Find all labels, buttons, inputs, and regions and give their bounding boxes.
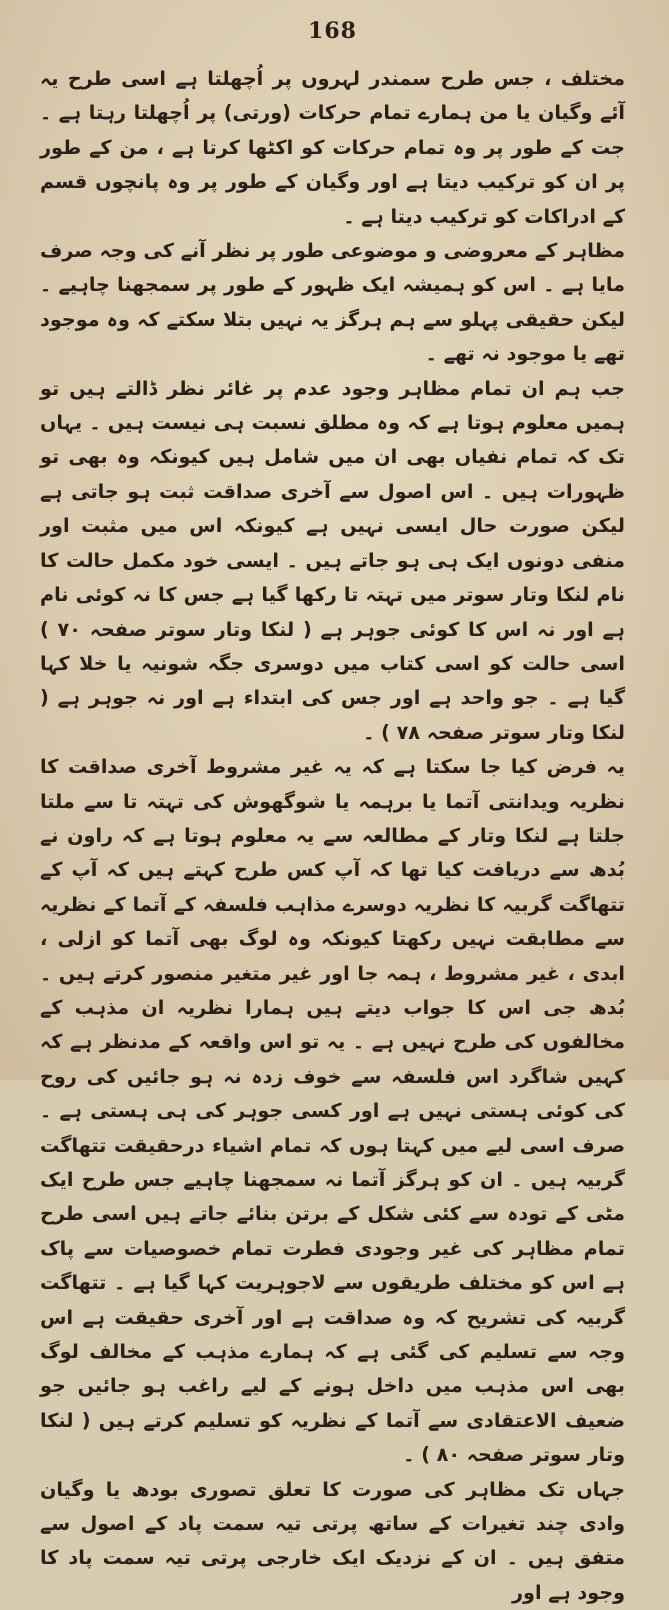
page-body (40, 62, 625, 1610)
paragraph-4: یہ فرض کیا جا سکتا ہے کہ یہ غیر مشروط آخری صداقت کا نظریہ ویدانتی آتما یا برہمہ یا شوگھوش کی تہتہ تا سے ملتا جلتا ہے لنکا وتار کے مطالعہ سے یہ معلوم ہوتا ہے کہ راون نے بُدھ سے دریافت کیا تھا کہ آپ کس طرح کہتے ہیں کہ آپ کے تتھاگت گربیہ کا نظریہ دوسرے مذاہب فلسفہ کے آتما کے نظریہ سے مطابقت نہیں رکھتا کیونکہ وہ لوگ بھی آتما کو ازلی ، ابدی ، غیر مشروط ، ہمہ جا اور غیر متغیر منصور کرتے ہیں ۔ بُدھ جی اس کا جواب دیتے ہیں ہمارا نظریہ ان مذہب کے مخالفوں کی طرح نہیں ہے ۔ یہ تو اس واقعہ کے مدنظر ہے کہ کہیں شاگرد اس فلسفہ سے خوف زدہ نہ ہو جائیں کی روح کی کوئی ہستی نہیں ہے اور کسی جوہر کی ہی ہستی ہے ۔ صرف اسی لیے میں کہتا ہوں کہ تمام اشیاء درحقیقت تتھاگت گربیہ ہیں ۔ ان کو ہرگز آتما نہ سمجھنا چاہیے جس طرح ایک مٹی کے تودہ سے کئی شکل کے برتن بنائے جاتے ہیں اسی طرح تمام مظاہر کی غیر وجودی فطرت تمام خصوصیات سے پاک ہے اس کو مختلف طریقوں سے لاجوہریت کہا گیا ہے ۔ تتھاگت گربیہ کی تشریح کہ وہ صداقت ہے اور آخری حقیقت ہے اس وجہ سے تسلیم کی گئی ہے کہ ہمارے مذہب کے مخالف لوگ بھی اس مذہب میں داخل ہونے کے لیے راغب ہو جائیں جو ضعیف الاعتقادی سے آتما کے نظریہ کو تسلیم کرتے ہیں ( لنکا وتار سوتر صفحہ ۸۰ ) ۔ (40, 755, 625, 1467)
paragraph-1: مختلف ، جس طرح سمندر لہروں پر اُچھلتا ہے اسی طرح یہ آئے وگیان یا من ہمارے تمام حرکات (ورتی) پر اُچھلتا رہتا ہے ۔ جت کے طور پر وہ تمام حرکات کو اکٹھا کرتا ہے ، من کے طور پر ان کو ترکیب دیتا ہے اور وگیان کے طور پر وہ پانچوں قسم کے ادراکات کو ترکیب دیتا ہے ۔ (40, 67, 625, 228)
paragraph-3: جب ہم ان تمام مظاہر وجود عدم پر غائر نظر ڈالتے ہیں تو ہمیں معلوم ہوتا ہے کہ وہ مطلق نسبت ہی نیست ہیں ۔ یہاں تک کہ تمام نفیاں بھی ان میں شامل ہیں کیونکہ وہ بھی تو ظہورات ہیں ۔ اس اصول سے آخری صداقت ثبت ہو جاتی ہے لیکن صورت حال ایسی نہیں ہے کیونکہ اس میں مثبت اور منفی دونوں ایک ہی ہو جاتے ہیں ۔ ایسی خود مکمل حالت کا نام لنکا وتار سوتر میں تہتہ تا رکھا گیا ہے جس کا نہ کوئی نام ہے اور نہ اس کا کوئی جوہر ہے ( لنکا وتار سوتر صفحہ ۷۰ ) اسی حالت کو اسی کتاب میں دوسری جگہ شونیہ یا خلا کہا گیا ہے ۔ جو واحد ہے اور جس کی ابتداء ہے اور نہ جوہر ہے ( لنکا وتار سوتر صفحہ ۷۸ ) ۔ (40, 376, 625, 744)
paragraph-2: مظاہر کے معروضی و موضوعی طور پر نظر آنے کی وجہ صرف مایا ہے ۔ اس کو ہمیشہ ایک ظہور کے طور پر سمجھنا چاہیے ۔ لیکن حقیقی پہلو سے ہم ہرگز یہ نہیں بتلا سکتے کہ وہ موجود تھے یا موجود نہ تھے ۔ (40, 239, 625, 366)
paragraph-5: جہاں تک مظاہر کی صورت کا تعلق تصوری بودھ یا وگیان وادی چند تغیرات کے ساتھ پرتی تیہ سمت پاد کے اصول سے متفق ہیں ۔ ان کے نزدیک ایک خارجی پرتی تیہ سمت پاد کا وجود ہے اور (40, 1477, 625, 1604)
page-number: 168 (308, 18, 357, 44)
